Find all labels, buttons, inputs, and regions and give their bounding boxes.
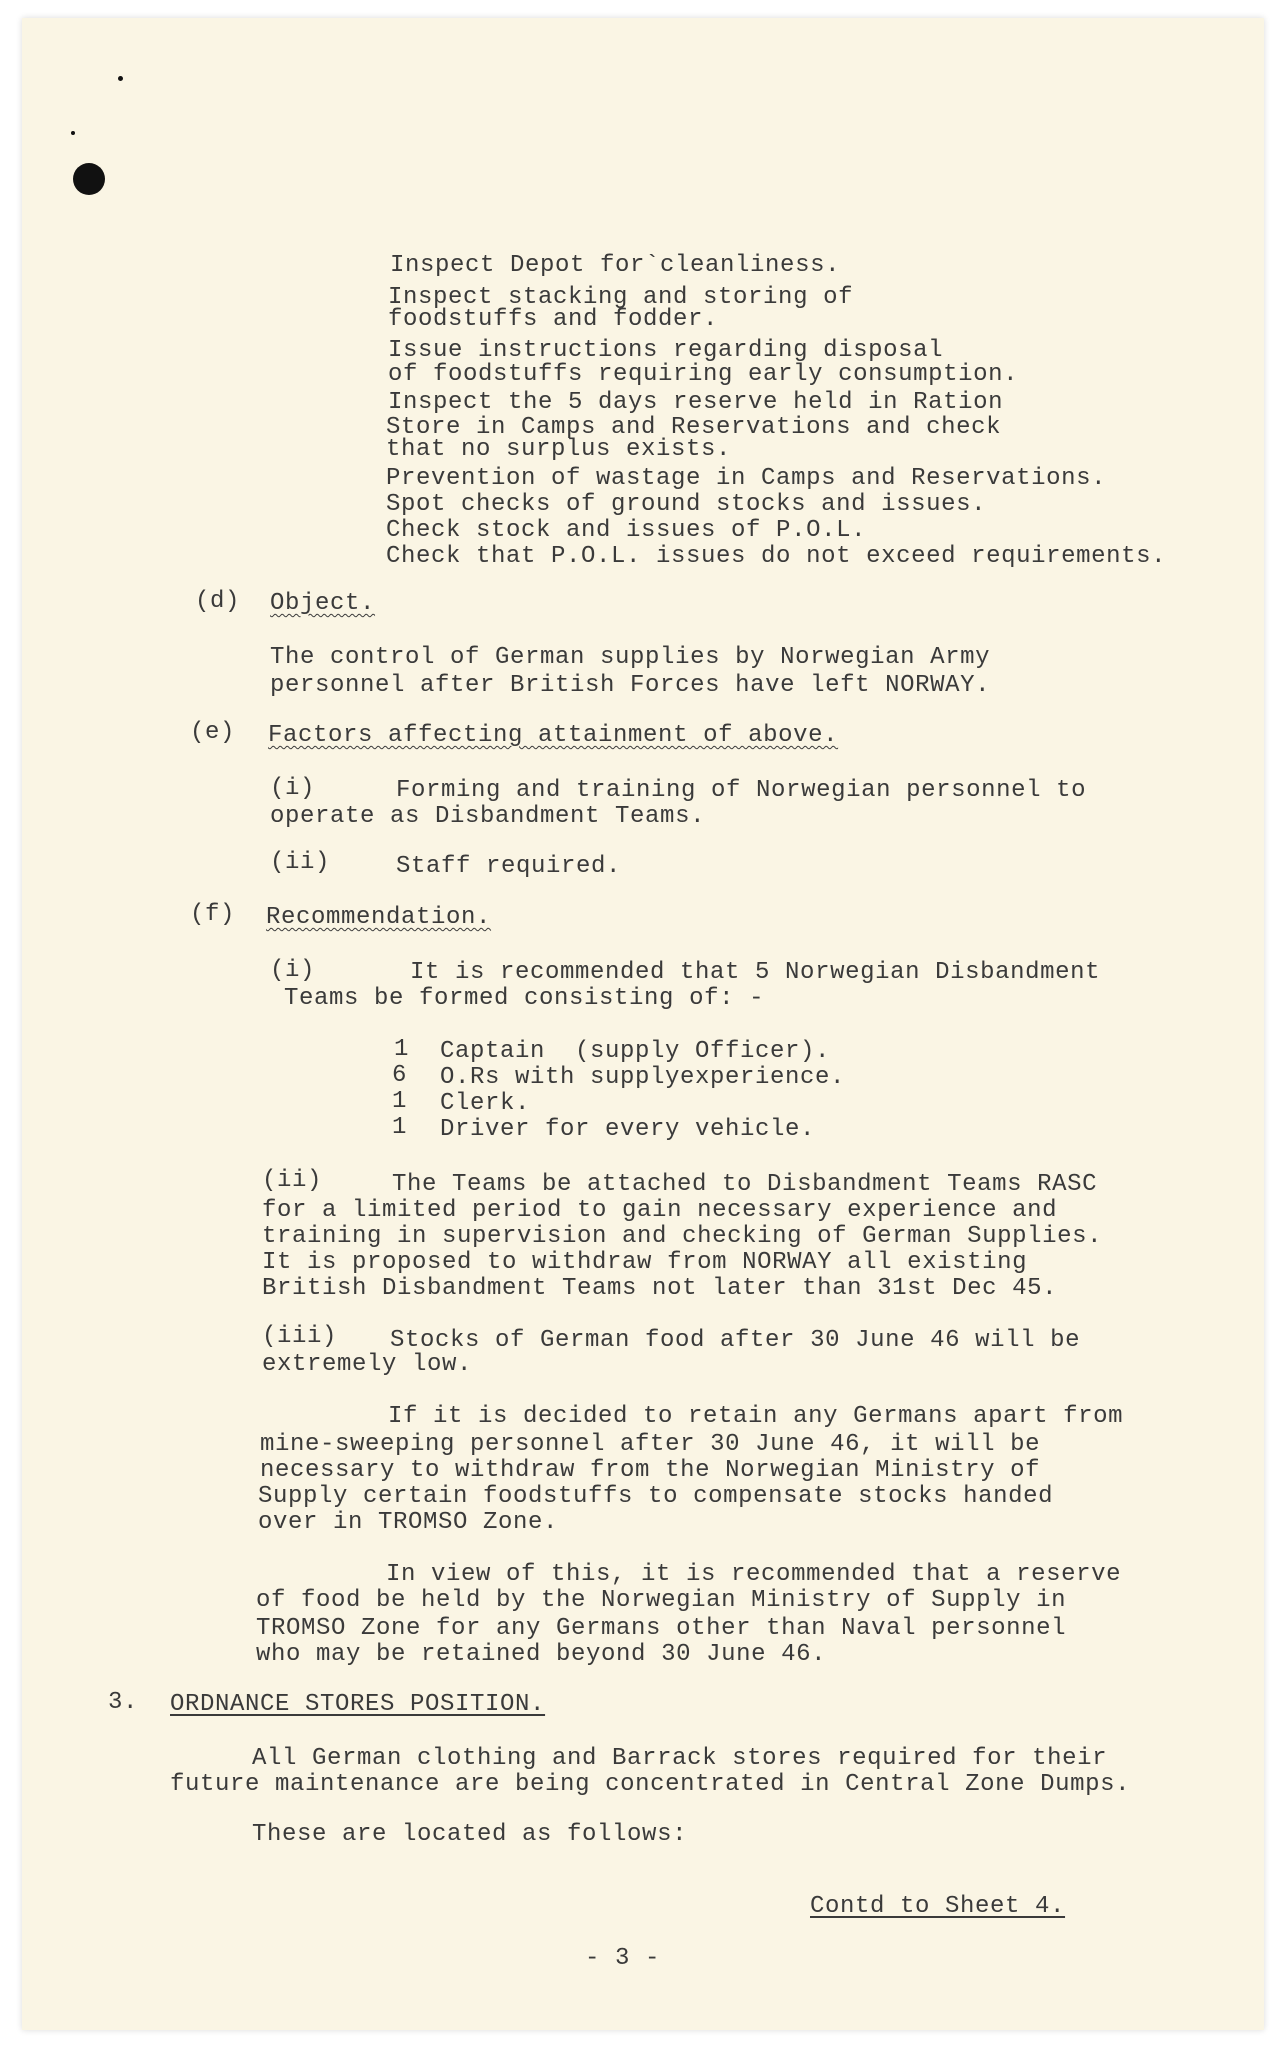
checklist-line: Prevention of wastage in Camps and Reservations. (386, 465, 1107, 492)
section-f-item-ii-num: (ii) (262, 1167, 323, 1194)
checklist-line: Spot checks of ground stocks and issues. (386, 491, 987, 518)
paragraph-line: If it is decided to retain any Germans apart from (388, 1403, 1124, 1430)
checklist-line: Issue instructions regarding disposal (388, 337, 944, 364)
paragraph-line: over in TROMSO Zone. (258, 1509, 559, 1536)
punch-mark-dot (71, 131, 75, 135)
section-f-heading: Recommendation. (266, 904, 492, 931)
checklist-line: Inspect stacking and storing of (388, 284, 854, 311)
section-e-item-i-text: Forming and training of Norwegian personnel to (396, 777, 1087, 804)
section-3-number: 3. (108, 1689, 139, 1716)
section-e-marker: (e) (190, 719, 236, 746)
section-3-heading: ORDNANCE STORES POSITION. (170, 1691, 546, 1718)
continuation-note: Contd to Sheet 4. (810, 1893, 1066, 1920)
paragraph-line: necessary to withdraw from the Norwegian Ministry of (260, 1457, 1041, 1484)
section-f-item-ii-text: The Teams be attached to Disbandment Teams RASC (392, 1171, 1098, 1198)
paragraph-line: mine-sweeping personnel after 30 June 46, it will be (260, 1431, 1041, 1458)
page-number: - 3 - (585, 1945, 661, 1972)
team-role: Captain (supply Officer). (440, 1038, 831, 1065)
section-f-item-i-num: (i) (270, 957, 316, 984)
section-f-marker: (f) (190, 901, 236, 928)
section-f-item-ii-text: British Disbandment Teams not later than 31st Dec 45. (262, 1275, 1058, 1302)
section-e-item-ii-text: Staff required. (396, 853, 622, 880)
team-role: Driver for every vehicle. (440, 1116, 816, 1143)
team-qty: 6 (392, 1062, 408, 1089)
checklist-line: Check stock and issues of P.O.L. (386, 517, 867, 544)
section-e-item-i-num: (i) (270, 775, 316, 802)
section-e-item-ii-num: (ii) (270, 849, 331, 876)
paragraph-line: of food be held by the Norwegian Ministry of Supply in (256, 1587, 1067, 1614)
checklist-line: foodstuffs and fodder. (388, 306, 719, 333)
punch-mark-small (118, 76, 123, 81)
section-3-paragraph: future maintenance are being concentrated in Central Zone Dumps. (170, 1771, 1131, 1798)
section-f-item-iii-text: extremely low. (262, 1351, 473, 1378)
section-f-item-i-text: Teams be formed consisting of: - (284, 985, 765, 1012)
section-f-item-ii-text: training in supervision and checking of German Supplies. (262, 1223, 1103, 1250)
section-3-paragraph: All German clothing and Barrack stores required for their (252, 1745, 1108, 1772)
paragraph-line: who may be retained beyond 30 June 46. (256, 1641, 827, 1668)
section-d-text: The control of German supplies by Norwegian Army (270, 644, 991, 671)
team-role: Clerk. (440, 1090, 531, 1117)
section-3-located: These are located as follows: (252, 1821, 688, 1848)
section-f-item-iii-text: Stocks of German food after 30 June 46 will be (390, 1327, 1081, 1354)
team-role: O.Rs with supplyexperience. (440, 1064, 846, 1091)
section-f-item-ii-text: It is proposed to withdraw from NORWAY all existing (262, 1249, 1028, 1276)
checklist-line: Inspect the 5 days reserve held in Ration (388, 389, 1004, 416)
section-e-item-i-text: operate as Disbandment Teams. (270, 803, 706, 830)
team-qty: 1 (392, 1114, 408, 1141)
section-f-item-ii-text: for a limited period to gain necessary experience and (262, 1197, 1058, 1224)
section-f-item-i-text: It is recommended that 5 Norwegian Disbandment (410, 959, 1101, 986)
team-qty: 1 (394, 1036, 410, 1063)
checklist-line: of foodstuffs requiring early consumption. (388, 361, 1019, 388)
section-d-heading: Object. (270, 590, 376, 617)
checklist-line: Inspect Depot for`cleanliness. (390, 252, 841, 279)
paragraph-line: In view of this, it is recommended that a reserve (386, 1561, 1122, 1588)
team-qty: 1 (392, 1088, 408, 1115)
section-f-item-iii-num: (iii) (262, 1323, 338, 1350)
punch-hole (73, 163, 105, 195)
checklist-line: that no surplus exists. (386, 436, 732, 463)
paragraph-line: TROMSO Zone for any Germans other than Naval personnel (256, 1615, 1067, 1642)
paragraph-line: Supply certain foodstuffs to compensate stocks handed (258, 1483, 1054, 1510)
section-e-heading: Factors affecting attainment of above. (268, 722, 839, 749)
checklist-line: Store in Camps and Reservations and check (386, 414, 1002, 441)
section-d-marker: (d) (195, 588, 241, 615)
checklist-line: Check that P.O.L. issues do not exceed requirements. (386, 543, 1167, 570)
section-d-text: personnel after British Forces have left NORWAY. (270, 672, 991, 699)
